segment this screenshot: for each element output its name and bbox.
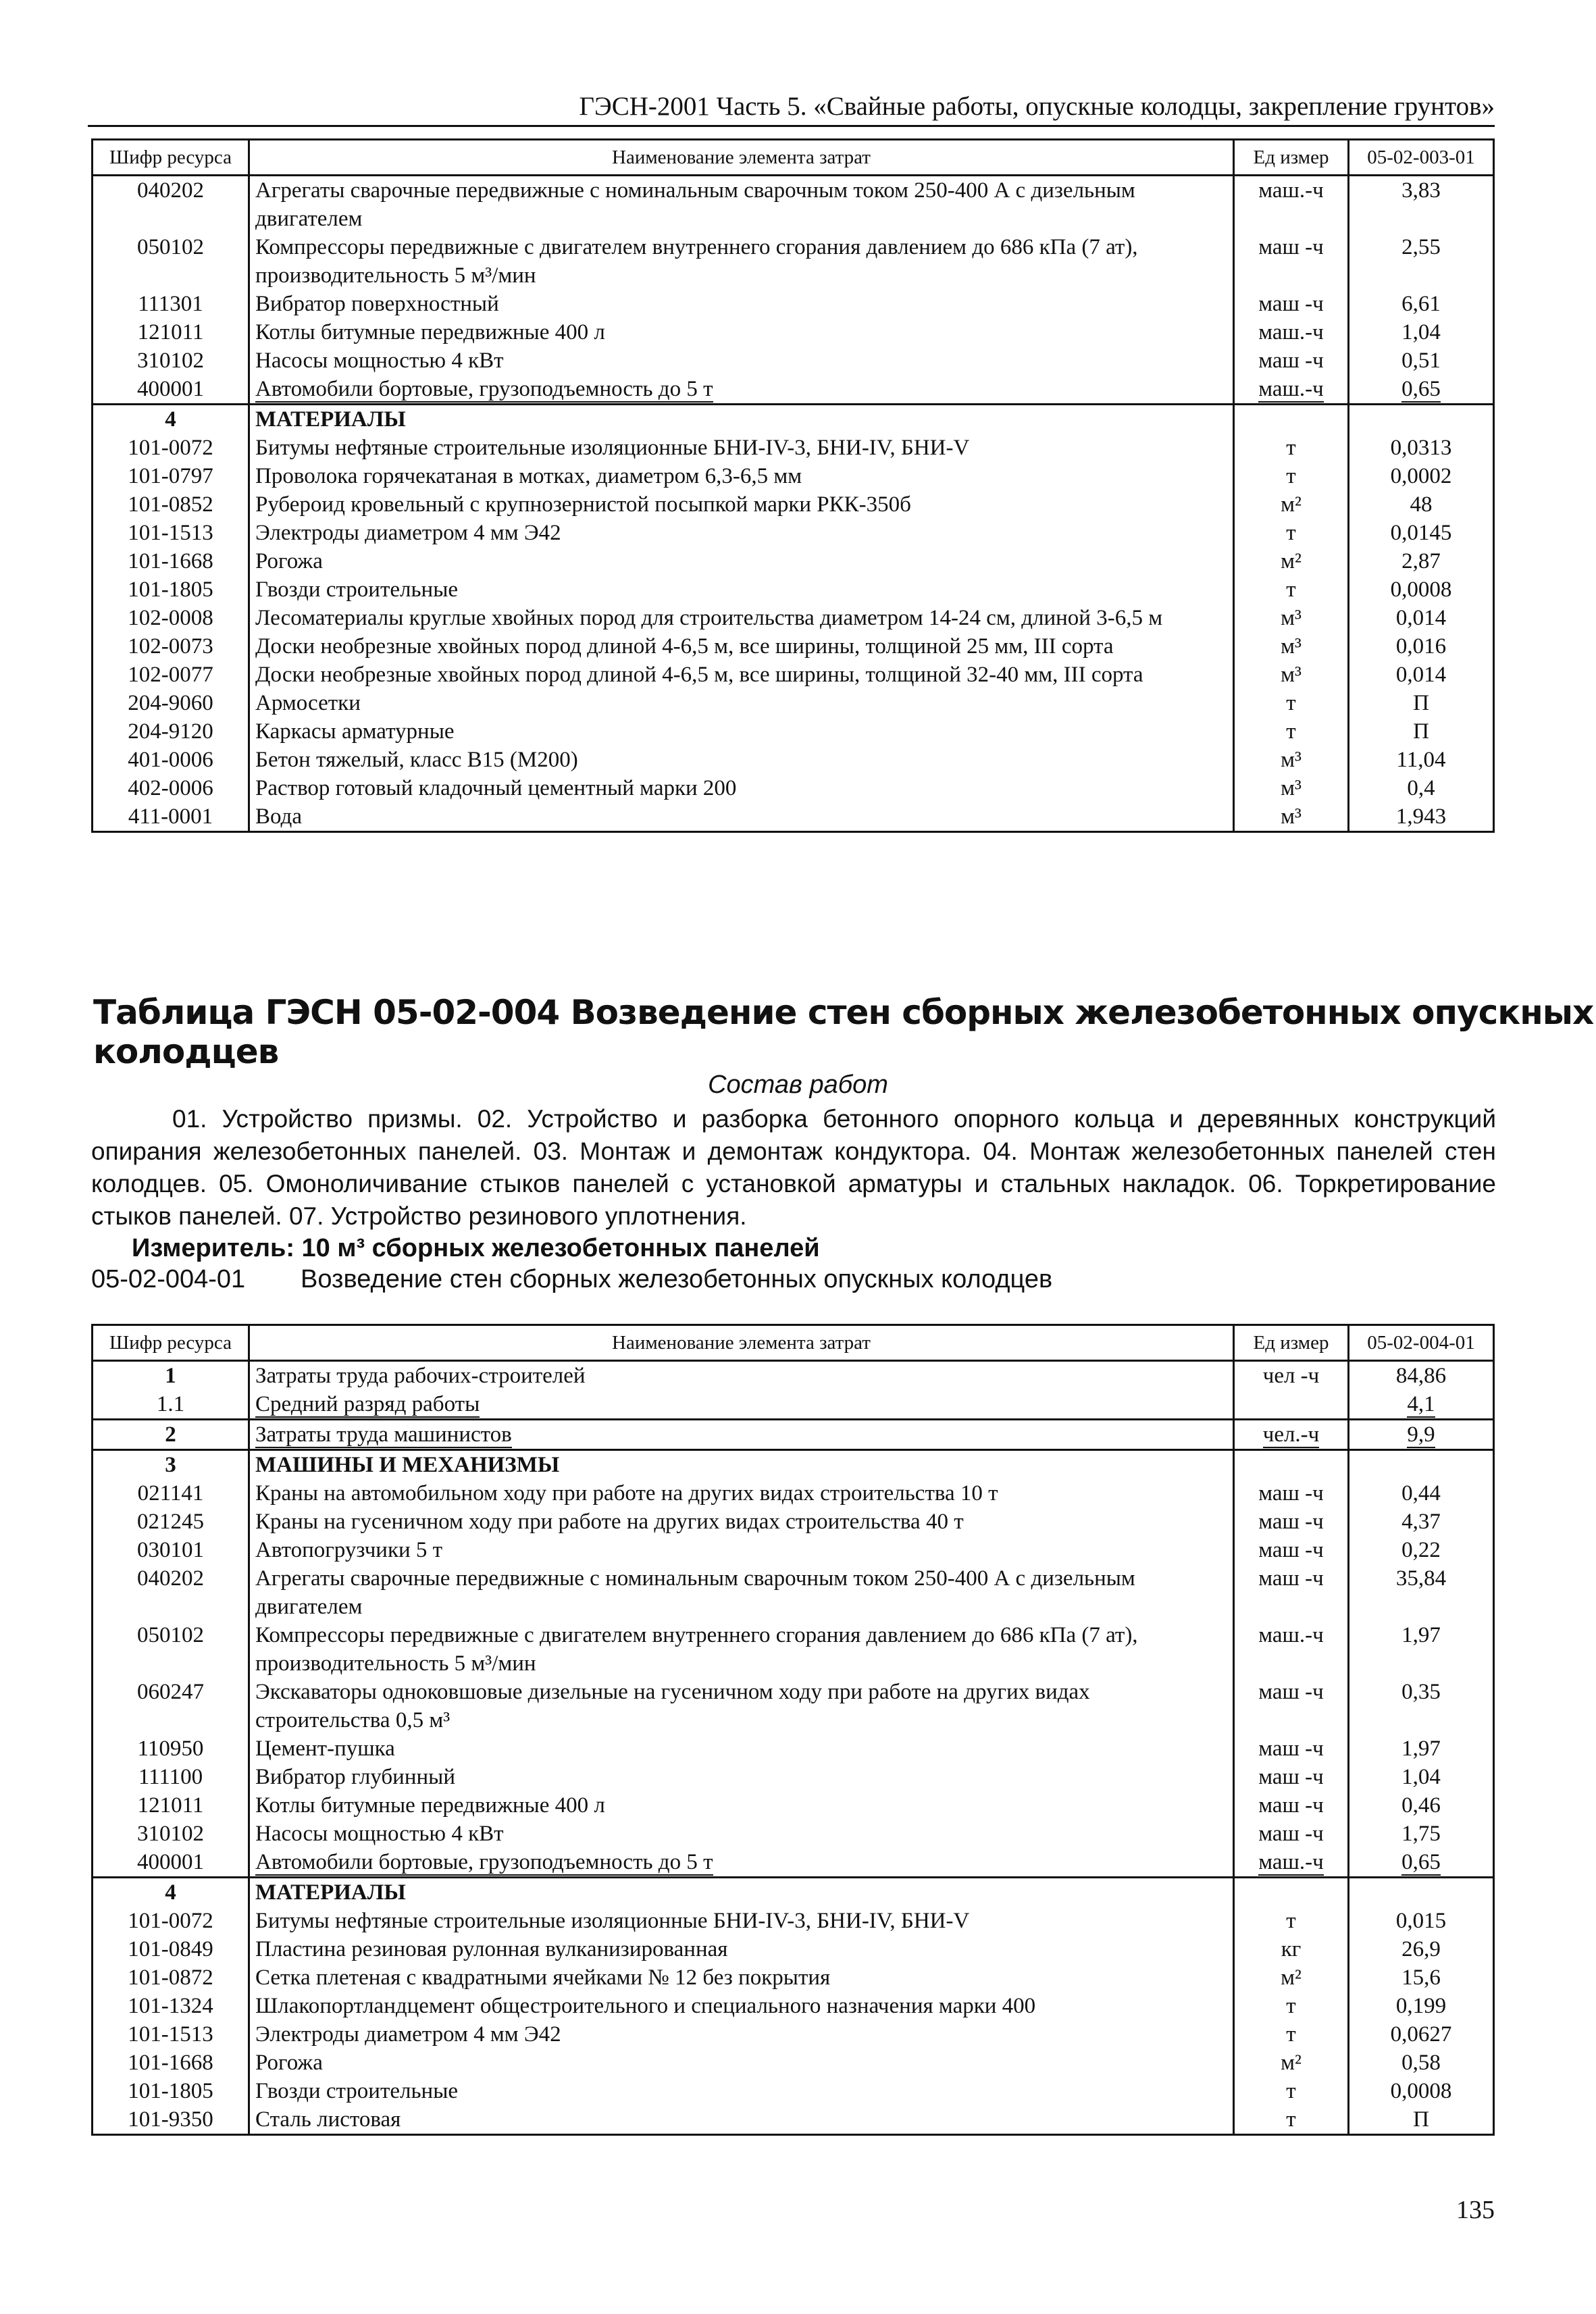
resource-unit: маш.-ч [1258,178,1324,203]
resource-name: Цемент-пушка [255,1737,395,1761]
section-row [93,405,1494,434]
resource-code: 310102 [137,349,204,373]
resource-unit: м³ [1281,634,1302,659]
resource-unit: м³ [1281,606,1302,630]
resource-unit: чел.-ч [1262,1422,1320,1447]
resource-code: 101-0072 [128,436,213,460]
resource-unit: т [1286,464,1296,488]
resource-norm-value: 4,37 [1401,1510,1441,1534]
table-row [93,1848,1494,1878]
norm-code: 05-02-004-01 [91,1265,246,1293]
resource-unit: маш -ч [1258,1765,1324,1789]
table-row [93,1390,1494,1420]
resource-name: Котлы битумные передвижные 400 л [255,320,605,344]
table-row [93,490,1494,519]
resource-norm-value: 1,943 [1395,804,1447,829]
resource-unit: т [1286,2107,1296,2132]
norm-line [91,1265,1053,1294]
header-rule [88,125,1495,127]
resource-norm-value: 1,97 [1401,1623,1441,1647]
resource-unit: маш -ч [1258,1680,1324,1704]
resource-unit: т [1286,2022,1296,2047]
resource-unit: маш -ч [1258,1538,1324,1562]
resource-code: 101-0072 [128,1909,213,1933]
resource-unit: м³ [1281,663,1302,687]
resource-code: 040202 [137,178,204,203]
resource-name: Электроды диаметром 4 мм Э42 [255,521,561,545]
resource-norm-value: 0,22 [1401,1538,1441,1562]
resource-unit: маш.-ч [1258,377,1324,401]
resource-code: 110950 [137,1737,204,1761]
table-row [93,632,1494,661]
table-row [93,1508,1494,1536]
resource-code: 310102 [137,1822,204,1846]
resource-unit: м² [1281,1965,1302,1990]
resource-code: 204-9120 [128,719,213,744]
resource-code: 101-1805 [128,2079,213,2103]
table-row [93,346,1494,375]
resource-code: 030101 [137,1538,204,1562]
resource-code: 040202 [137,1566,204,1591]
table-row [93,689,1494,717]
resource-norm-value: П [1413,719,1429,744]
col-header-unit: Ед измер [1234,1325,1349,1361]
resource-code: 102-0077 [128,663,213,687]
resource-norm-value: П [1413,2107,1429,2132]
resource-unit: маш -ч [1258,1793,1324,1818]
table-row [93,375,1494,405]
resource-code: 400001 [137,377,204,401]
resource-code: 102-0008 [128,606,213,630]
resource-name: Агрегаты сварочные передвижные с номинальным сварочным током 250-400 А с дизельным двигателем [255,1566,1135,1619]
resource-name: Шлакопортландцемент общестроительного и специального назначения марки 400 [255,1994,1036,2018]
table-row [93,519,1494,547]
resource-code: 400001 [137,1850,204,1874]
resource-name: Сетка плетеная с квадратными ячейками № 12 без покрытия [255,1965,831,1990]
resource-unit: маш -ч [1258,1510,1324,1534]
col-header-norm: 05-02-004-01 [1349,1325,1494,1361]
resource-norm-value: 0,35 [1401,1680,1441,1704]
resource-name: Рогожа [255,549,323,573]
resource-norm-value: 1,97 [1401,1737,1441,1761]
resource-norm-value: 0,51 [1401,349,1441,373]
resource-code: 2 [165,1422,176,1447]
resource-unit: маш -ч [1258,1737,1324,1761]
table-row [93,1791,1494,1820]
resource-name: Компрессоры передвижные с двигателем внутреннего сгорания давлением до 686 кПа (7 ат), производительность 5 м³/мин [255,235,1138,288]
measurement-unit: Измеритель: 10 м³ сборных железобетонных панелей [132,1234,820,1262]
resource-code: 101-1668 [128,549,213,573]
resource-unit: м³ [1281,748,1302,772]
resource-code: 060247 [137,1680,204,1704]
resource-code: 101-0872 [128,1965,213,1990]
section-title: МАТЕРИАЛЫ [255,1880,406,1905]
resource-unit: маш.-ч [1258,1623,1324,1647]
resource-table-1 [91,138,1495,833]
resource-name: Битумы нефтяные строительные изоляционные БНИ-IV-3, БНИ-IV, БНИ-V [255,436,970,460]
resource-name: Раствор готовый кладочный цементный марки 200 [255,776,737,800]
section-row [93,1878,1494,1907]
table-row [93,2049,1494,2077]
resource-norm-value: 9,9 [1407,1422,1435,1447]
resource-name: Рубероид кровельный с крупнозернистой посыпкой марки РКК-350б [255,492,911,517]
resource-name: Автомобили бортовые, грузоподъемность до 5 т [255,1850,713,1874]
resource-code: 050102 [137,1623,204,1647]
section-title: МАШИНЫ И МЕХАНИЗМЫ [255,1453,560,1477]
resource-unit: чел -ч [1262,1364,1320,1388]
resource-name: Затраты труда машинистов [255,1422,512,1447]
col-header-code: Шифр ресурса [93,140,249,176]
section-row [93,1450,1494,1480]
resource-norm-value: 0,65 [1401,377,1441,401]
resource-name: Вибратор глубинный [255,1765,455,1789]
resource-norm-value: 1,04 [1401,320,1441,344]
resource-code: 121011 [137,320,204,344]
resource-norm-value: 3,83 [1401,178,1441,203]
page-number: 135 [1456,2196,1495,2224]
table-row [93,1420,1494,1450]
resource-unit: м² [1281,549,1302,573]
table-row [93,774,1494,802]
resource-name: Автопогрузчики 5 т [255,1538,443,1562]
work-composition-label: Состав работ [708,1071,888,1099]
resource-norm-value: 15,6 [1401,1965,1441,1990]
table-row [93,2077,1494,2105]
resource-code: 111100 [138,1765,203,1789]
resource-code: 401-0006 [128,748,213,772]
resource-unit: т [1286,2079,1296,2103]
resource-norm-value: 0,0145 [1390,521,1452,545]
resource-name: Доски необрезные хвойных пород длиной 4-6,5 м, все ширины, толщиной 32-40 мм, III сорта [255,663,1143,687]
table-row [93,1564,1494,1621]
col-header-name: Наименование элемента затрат [249,1325,1234,1361]
resource-code: 101-0849 [128,1937,213,1961]
resource-unit: т [1286,436,1296,460]
table-row [93,1935,1494,1963]
resource-unit: т [1286,691,1296,715]
resource-norm-value: 0,014 [1395,663,1447,687]
resource-norm-value: 0,199 [1395,1994,1447,2018]
resource-norm-value: 0,4 [1407,776,1435,800]
resource-code: 101-9350 [128,2107,213,2132]
resource-name: Вода [255,804,302,829]
resource-code: 021245 [137,1510,204,1534]
work-composition-text: 01. Устройство призмы. 02. Устройство и разборка бетонного опорного кольца и деревянных конструкций опирания железобетонных панелей. 03. Монтаж и демонтаж кондуктора. 04. Монтаж железобетонных панелей стен колодцев. 05. Омоноличивание стыков панелей с установкой арматуры и стальных накладок. 06. Торкретирование стыков панелей. 07. Устройство резинового уплотнения. [91,1105,1496,1230]
resource-norm-value: 0,58 [1401,2051,1441,2075]
table-row [93,2020,1494,2049]
table-row [93,1678,1494,1734]
col-header-unit: Ед измер [1234,140,1349,176]
resource-unit: маш -ч [1258,235,1324,259]
norm-name: Возведение стен сборных железобетонных опускных колодцев [301,1265,1053,1293]
resource-code: 101-1513 [128,521,213,545]
resource-code: 402-0006 [128,776,213,800]
resource-unit: маш -ч [1258,1481,1324,1506]
resource-name: Пластина резиновая рулонная вулканизированная [255,1937,728,1961]
col-header-name: Наименование элемента затрат [249,140,1234,176]
resource-name: Доски необрезные хвойных пород длиной 4-6,5 м, все ширины, толщиной 25 мм, III сорта [255,634,1114,659]
resource-norm-value: 0,0627 [1390,2022,1452,2047]
resource-name: Вибратор поверхностный [255,292,499,316]
col-header-code: Шифр ресурса [93,1325,249,1361]
resource-unit: маш.-ч [1258,320,1324,344]
table-row [93,462,1494,490]
resource-name: Бетон тяжелый, класс В15 (М200) [255,748,578,772]
table-row [93,290,1494,318]
resource-code: 101-1805 [128,577,213,602]
resource-code: 101-1668 [128,2051,213,2075]
resource-unit: маш -ч [1258,1822,1324,1846]
resource-name: Затраты труда рабочих-строителей [255,1364,586,1388]
resource-name: Гвозди строительные [255,2079,459,2103]
resource-code: 111301 [138,292,203,316]
table-row [93,717,1494,746]
resource-norm-value: 1,75 [1401,1822,1441,1846]
resource-name: Средний разряд работы [255,1392,480,1416]
resource-name: Агрегаты сварочные передвижные с номинальным сварочным током 250-400 А с дизельным двигателем [255,178,1135,231]
resource-norm-value: 35,84 [1395,1566,1447,1591]
resource-unit: маш -ч [1258,1566,1324,1591]
resource-unit: м³ [1281,776,1302,800]
resource-code: 101-1513 [128,2022,213,2047]
table-row [93,575,1494,604]
resource-name: Битумы нефтяные строительные изоляционные БНИ-IV-3, БНИ-IV, БНИ-V [255,1909,970,1933]
resource-code: 101-0797 [128,464,213,488]
table-row [93,233,1494,290]
resource-unit: т [1286,521,1296,545]
resource-norm-value: 48 [1410,492,1433,517]
resource-name: Автомобили бортовые, грузоподъемность до 5 т [255,377,713,401]
resource-norm-value: 0,016 [1395,634,1447,659]
resource-unit: т [1286,577,1296,602]
table-row [93,1361,1494,1391]
resource-code: 4 [165,1880,176,1905]
resource-code: 021141 [137,1481,204,1506]
resource-unit: кг [1281,1937,1302,1961]
resource-unit: маш -ч [1258,292,1324,316]
resource-norm-value: 0,0008 [1390,577,1452,602]
table-row [93,2105,1494,2135]
resource-norm-value: 26,9 [1401,1937,1441,1961]
resource-norm-value: 0,0002 [1390,464,1452,488]
table-title: Таблица ГЭСН 05-02-004 Возведение стен сборных железобетонных опускных колодцев [93,993,1594,1071]
resource-code: 050102 [137,235,204,259]
table-row [93,176,1494,234]
resource-code: 411-0001 [128,804,213,829]
resource-unit: т [1286,1994,1296,2018]
resource-norm-value: 0,014 [1395,606,1447,630]
resource-norm-value: 84,86 [1395,1364,1447,1388]
table-row [93,1992,1494,2020]
table-row [93,1963,1494,1992]
resource-name: Краны на гусеничном ходу при работе на других видах строительства 40 т [255,1510,964,1534]
running-header: ГЭСН-2001 Часть 5. «Свайные работы, опускные колодцы, закрепление грунтов» [579,92,1495,121]
table-row [93,802,1494,832]
resource-code: 101-0852 [128,492,213,517]
table-row [93,1479,1494,1508]
table-row [93,661,1494,689]
resource-name: Рогожа [255,2051,323,2075]
resource-norm-value: 0,65 [1401,1850,1441,1874]
resource-unit: т [1286,719,1296,744]
resource-code: 204-9060 [128,691,213,715]
table-row [93,547,1494,575]
resource-name: Каркасы арматурные [255,719,455,744]
resource-unit: м² [1281,492,1302,517]
resource-name: Армосетки [255,691,361,715]
resource-code: 102-0073 [128,634,213,659]
table-row [93,1734,1494,1763]
resource-unit: т [1286,1909,1296,1933]
resource-norm-value: 11,04 [1396,748,1446,772]
resource-norm-value: 0,015 [1395,1909,1447,1933]
resource-name: Компрессоры передвижные с двигателем внутреннего сгорания давлением до 686 кПа (7 ат), производительность 5 м³/мин [255,1623,1138,1676]
resource-name: Лесоматериалы круглые хвойных пород для строительства диаметром 14-24 см, длиной 3-6,5 м [255,606,1163,630]
resource-norm-value: 0,46 [1401,1793,1441,1818]
resource-code: 3 [165,1453,176,1477]
resource-norm-value: П [1413,691,1429,715]
resource-table-2 [91,1324,1495,2136]
resource-name: Котлы битумные передвижные 400 л [255,1793,605,1818]
resource-code: 121011 [137,1793,204,1818]
table-row [93,1907,1494,1935]
resource-unit: маш.-ч [1258,1850,1324,1874]
table-row [93,604,1494,632]
col-header-norm: 05-02-003-01 [1349,140,1494,176]
resource-norm-value: 0,44 [1401,1481,1441,1506]
resource-norm-value: 0,0008 [1390,2079,1452,2103]
resource-name: Экскаваторы одноковшовые дизельные на гусеничном ходу при работе на других видах строительства 0,5 м³ [255,1680,1090,1732]
resource-norm-value: 2,55 [1401,235,1441,259]
resource-norm-value: 6,61 [1401,292,1441,316]
resource-name: Гвозди строительные [255,577,459,602]
resource-code: 1.1 [156,1392,185,1416]
resource-unit: м³ [1281,804,1302,829]
resource-code: 1 [165,1364,176,1388]
resource-code: 101-1324 [128,1994,213,2018]
table-row [93,318,1494,346]
resource-unit: маш -ч [1258,349,1324,373]
resource-norm-value: 0,0313 [1390,436,1452,460]
resource-norm-value: 4,1 [1407,1392,1435,1416]
table-row [93,1820,1494,1848]
resource-name: Краны на автомобильном ходу при работе на других видах строительства 10 т [255,1481,998,1506]
resource-unit: м² [1281,2051,1302,2075]
table-row [93,746,1494,774]
section-title: МАТЕРИАЛЫ [255,407,406,432]
resource-name: Насосы мощностью 4 кВт [255,349,504,373]
resource-name: Насосы мощностью 4 кВт [255,1822,504,1846]
table-row [93,1763,1494,1791]
table-row [93,1621,1494,1678]
resource-name: Сталь листовая [255,2107,401,2132]
resource-name: Электроды диаметром 4 мм Э42 [255,2022,561,2047]
table-row [93,1536,1494,1564]
table-row [93,434,1494,462]
resource-code: 4 [165,407,176,432]
resource-norm-value: 2,87 [1401,549,1441,573]
resource-name: Проволока горячекатаная в мотках, диаметром 6,3-6,5 мм [255,464,802,488]
resource-norm-value: 1,04 [1401,1765,1441,1789]
